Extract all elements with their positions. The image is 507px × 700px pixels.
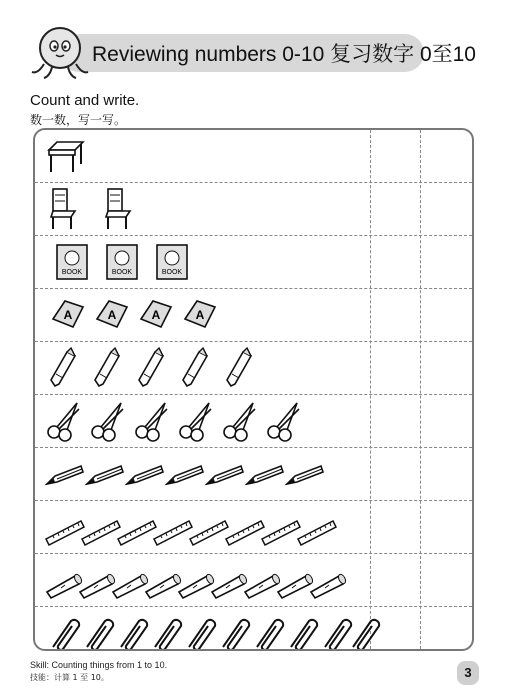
scissors-icon bbox=[45, 399, 85, 443]
pencil-icon bbox=[205, 452, 245, 496]
crayon-icon bbox=[221, 346, 261, 390]
octopus-mascot-icon bbox=[30, 24, 92, 80]
svg-text:BOOK: BOOK bbox=[111, 269, 133, 276]
crayon-icon bbox=[45, 346, 85, 390]
ruler-icon bbox=[297, 505, 337, 549]
svg-text:BOOK: BOOK bbox=[61, 269, 83, 276]
scissors-icon bbox=[265, 399, 305, 443]
worksheet-row-scissors bbox=[35, 395, 472, 448]
instruction-english: Count and write. bbox=[30, 92, 140, 109]
ruler-icon bbox=[153, 505, 193, 549]
table-icon bbox=[45, 134, 85, 178]
answer-box[interactable] bbox=[371, 183, 420, 235]
worksheet-row-chair bbox=[35, 183, 472, 236]
chair-icon bbox=[45, 187, 85, 231]
eraser-icon bbox=[93, 293, 133, 337]
pencil-icon bbox=[45, 452, 85, 496]
answer-box[interactable] bbox=[371, 501, 420, 553]
ruler-icon bbox=[261, 505, 301, 549]
pencil-icon bbox=[125, 452, 165, 496]
worksheet-row-eraser bbox=[35, 289, 472, 342]
pencil-icon bbox=[245, 452, 285, 496]
ruler-icon bbox=[189, 505, 229, 549]
counting-worksheet bbox=[33, 128, 474, 651]
ruler-icon bbox=[45, 505, 85, 549]
answer-box[interactable] bbox=[371, 289, 420, 341]
answer-box[interactable] bbox=[371, 607, 420, 651]
book-icon bbox=[53, 240, 93, 284]
skill-note-chinese: 技能：计算 1 至 10。 bbox=[30, 673, 109, 682]
ruler-icon bbox=[117, 505, 157, 549]
answer-box[interactable] bbox=[371, 554, 420, 606]
crayon-icon bbox=[133, 346, 173, 390]
eraser-icon bbox=[137, 293, 177, 337]
svg-text:A: A bbox=[63, 308, 73, 322]
svg-text:A: A bbox=[107, 308, 117, 322]
worksheet-row-crayon bbox=[35, 342, 472, 395]
pencil-icon bbox=[285, 452, 325, 496]
worksheet-row-book bbox=[35, 236, 472, 289]
worksheet-row-pencil bbox=[35, 448, 472, 501]
answer-box[interactable] bbox=[371, 236, 420, 288]
eraser-icon bbox=[181, 293, 221, 337]
worksheet-row-paper-clip bbox=[35, 607, 472, 651]
glue-stick-icon bbox=[309, 558, 349, 602]
chair-icon bbox=[100, 187, 140, 231]
answer-box[interactable] bbox=[371, 342, 420, 394]
ruler-icon bbox=[81, 505, 121, 549]
answer-box[interactable] bbox=[371, 395, 420, 447]
page-title: Reviewing numbers 0-10 复习数字 0至10 bbox=[92, 43, 476, 66]
pencil-icon bbox=[165, 452, 205, 496]
answer-box[interactable] bbox=[371, 130, 420, 182]
eraser-icon bbox=[49, 293, 89, 337]
crayon-icon bbox=[177, 346, 217, 390]
skill-note-english: Skill: Counting things from 1 to 10. bbox=[30, 660, 168, 670]
scissors-icon bbox=[221, 399, 261, 443]
instruction-chinese: 数一数，写一写。 bbox=[30, 113, 127, 127]
svg-text:A: A bbox=[195, 308, 205, 322]
book-icon bbox=[153, 240, 193, 284]
crayon-icon bbox=[89, 346, 129, 390]
book-icon bbox=[103, 240, 143, 284]
svg-text:BOOK: BOOK bbox=[161, 269, 183, 276]
scissors-icon bbox=[89, 399, 129, 443]
page-number: 3 bbox=[457, 661, 479, 685]
worksheet-row-table bbox=[35, 130, 472, 183]
worksheet-row-glue-stick bbox=[35, 554, 472, 607]
scissors-icon bbox=[177, 399, 217, 443]
worksheet-row-ruler bbox=[35, 501, 472, 554]
answer-box[interactable] bbox=[371, 448, 420, 500]
pencil-icon bbox=[85, 452, 125, 496]
svg-text:A: A bbox=[151, 308, 161, 322]
ruler-icon bbox=[225, 505, 265, 549]
scissors-icon bbox=[133, 399, 173, 443]
